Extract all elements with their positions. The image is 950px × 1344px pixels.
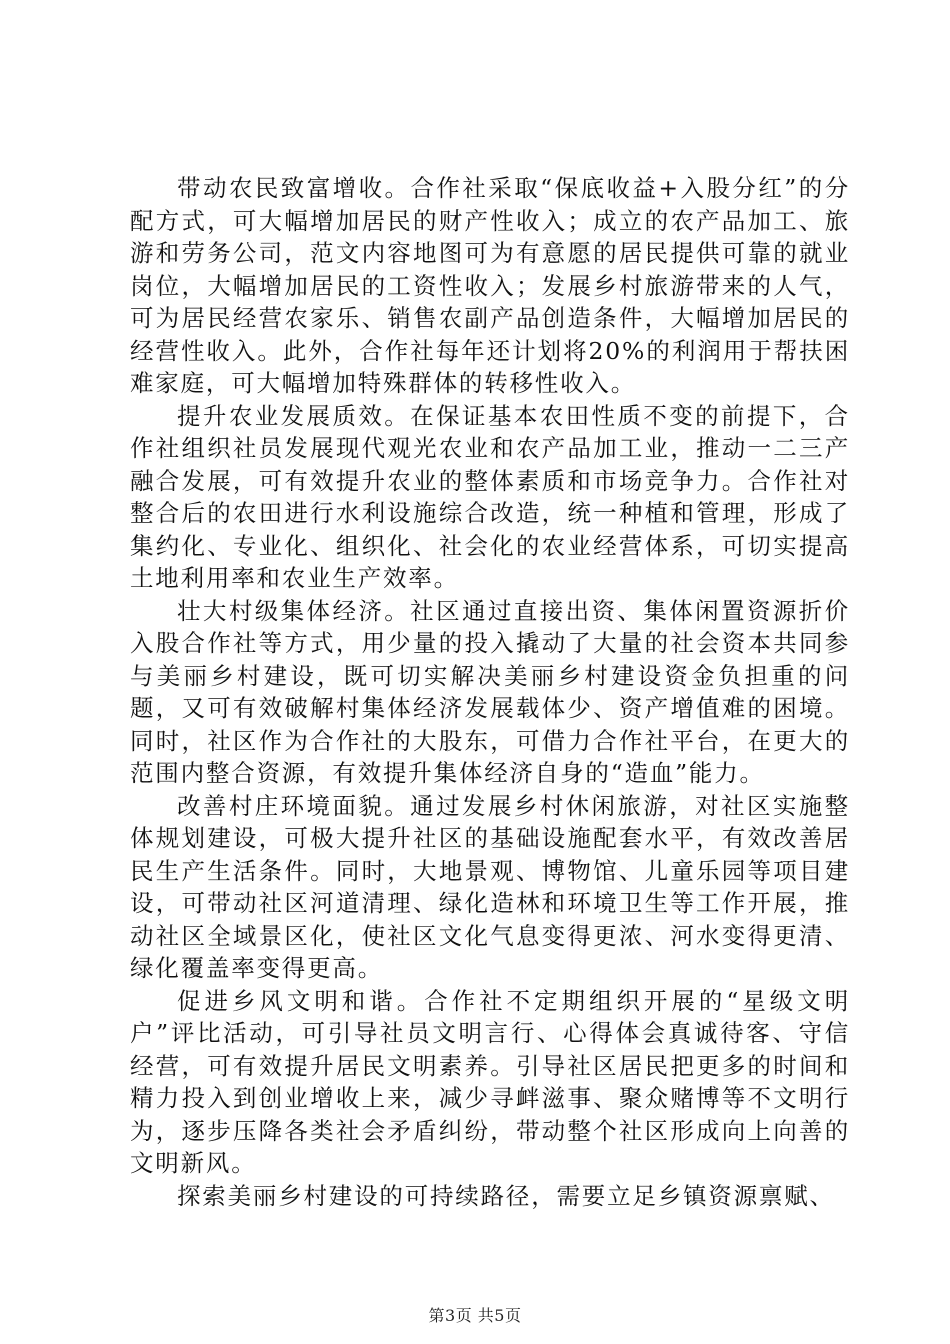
paragraph-collective-economy: 壮大村级集体经济。社区通过直接出资、集体闲置资源折价入股合作社等方式，用少量的投入撬动了大量的社会资本共同参与美丽乡村建设，既可切实解决美丽乡村建设资金负担重的问题，又可有效破解村集体经济发展载体少、资产增值难的困境。同时，社区作为合作社的大股东，可借力合作社平台，在更大的范围内整合资源，有效提升集体经济自身的“造血”能力。 [130, 596, 850, 787]
paragraph-village-environment: 改善村庄环境面貌。通过发展乡村休闲旅游，对社区实施整体规划建设，可极大提升社区的基础设施配套水平，有效改善居民生产生活条件。同时，大地景观、博物馆、儿童乐园等项目建设，可带动社区河道清理、绿化造林和环境卫生等工作开展，推动社区全域景区化，使社区文化气息变得更浓、河水变得更清、绿化覆盖率变得更高。 [130, 791, 850, 982]
paragraph-farmer-income: 带动农民致富增收。合作社采取“保底收益+入股分红”的分配方式，可大幅增加居民的财产性收入；成立的农产品加工、旅游和劳务公司，范文内容地图可为有意愿的居民提供可靠的就业岗位，大幅增加居民的工资性收入；发展乡村旅游带来的人气，可为居民经营农家乐、销售农副产品创造条件，大幅增加居民的经营性收入。此外，合作社每年还计划将20%的利润用于帮扶困难家庭，可大幅增加特殊群体的转移性收入。 [130, 174, 850, 397]
paragraph-civilized-customs: 促进乡风文明和谐。合作社不定期组织开展的“星级文明户”评比活动，可引导社员文明言行、心得体会真诚待客、守信经营，可有效提升居民文明素养。引导社区居民把更多的时间和精力投入到创业增收上来，减少寻衅滋事、聚众赌博等不文明行为，逐步压降各类社会矛盾纠纷，带动整个社区形成向上向善的文明新风。 [130, 986, 850, 1177]
document-body [130, 172, 850, 1212]
page-footer [0, 1303, 950, 1326]
paragraph-agriculture-quality: 提升农业发展质效。在保证基本农田性质不变的前提下，合作社组织社员发展现代观光农业和农产品加工业，推动一二三产融合发展，可有效提升农业的整体素质和市场竞争力。合作社对整合后的农田进行水利设施综合改造，统一种植和管理，形成了集约化、专业化、组织化、社会化的农业经营体系，可切实提高土地利用率和农业生产效率。 [130, 401, 850, 592]
page-number-label: 第3页 共5页 [428, 1306, 522, 1325]
paragraph-sustainable-path: 探索美丽乡村建设的可持续路径，需要立足乡镇资源禀赋、 [177, 1181, 835, 1210]
